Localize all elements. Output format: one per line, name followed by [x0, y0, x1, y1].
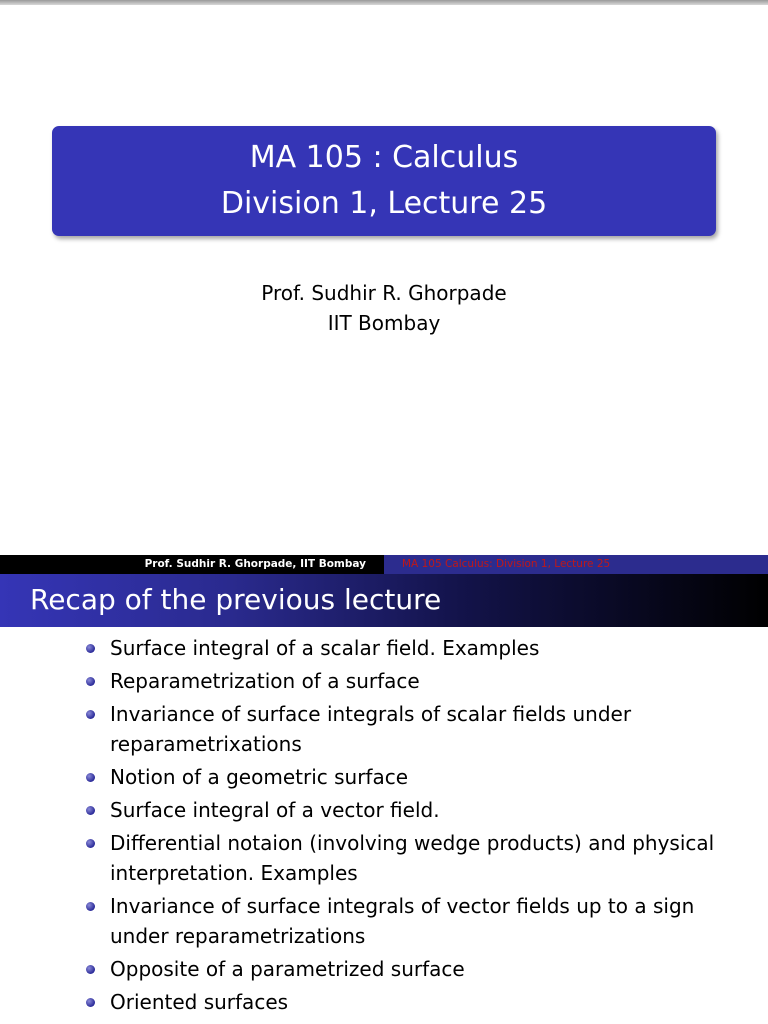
bullet-icon	[86, 965, 95, 974]
author-name: Prof. Sudhir R. Ghorpade	[261, 281, 507, 305]
bullet-item	[0, 633, 768, 663]
institute-name: IIT Bombay	[327, 311, 441, 335]
bullet-item	[0, 699, 768, 759]
bullet-text: Surface integral of a vector field.	[110, 798, 440, 822]
bullet-text: Oriented surfaces	[110, 990, 289, 1014]
bullet-icon	[86, 902, 95, 911]
bullet-text: Invariance of surface integrals of vector fields up to a sign under reparametrizations	[110, 894, 695, 948]
bullet-icon	[86, 773, 95, 782]
top-divider	[0, 0, 768, 5]
frame-title-bar	[0, 574, 768, 627]
bullet-item	[0, 987, 768, 1017]
bullet-item	[0, 666, 768, 696]
bullet-text: Notion of a geometric surface	[110, 765, 409, 789]
slide-footer	[0, 555, 768, 574]
title-block	[52, 126, 716, 236]
author-block	[0, 278, 768, 338]
bullet-icon	[86, 644, 95, 653]
bullet-text: Reparametrization of a surface	[110, 669, 420, 693]
frame-title: Recap of the previous lecture	[30, 583, 442, 616]
bullet-text: Surface integral of a scalar field. Examples	[110, 636, 540, 660]
bullet-text: Invariance of surface integrals of scalar fields under reparametrixations	[110, 702, 632, 756]
footer-course: MA 105 Calculus: Division 1, Lecture 25	[384, 555, 768, 574]
lecture-subtitle: Division 1, Lecture 25	[220, 186, 548, 221]
bullet-icon	[86, 806, 95, 815]
bullet-item	[0, 762, 768, 792]
bullet-icon	[86, 839, 95, 848]
bullet-icon	[86, 998, 95, 1007]
bullet-icon	[86, 710, 95, 719]
bullet-item	[0, 891, 768, 951]
bullet-item	[0, 795, 768, 825]
footer-author: Prof. Sudhir R. Ghorpade, IIT Bombay	[0, 555, 384, 574]
bullet-text: Differential notaion (involving wedge products) and physical interpretation. Examples	[110, 831, 715, 885]
bullet-text: Opposite of a parametrized surface	[110, 957, 465, 981]
bullet-item	[0, 954, 768, 984]
lecture-title: MA 105 : Calculus	[249, 140, 519, 175]
bullet-item	[0, 828, 768, 888]
recap-bullet-list	[0, 633, 768, 1020]
bullet-icon	[86, 677, 95, 686]
